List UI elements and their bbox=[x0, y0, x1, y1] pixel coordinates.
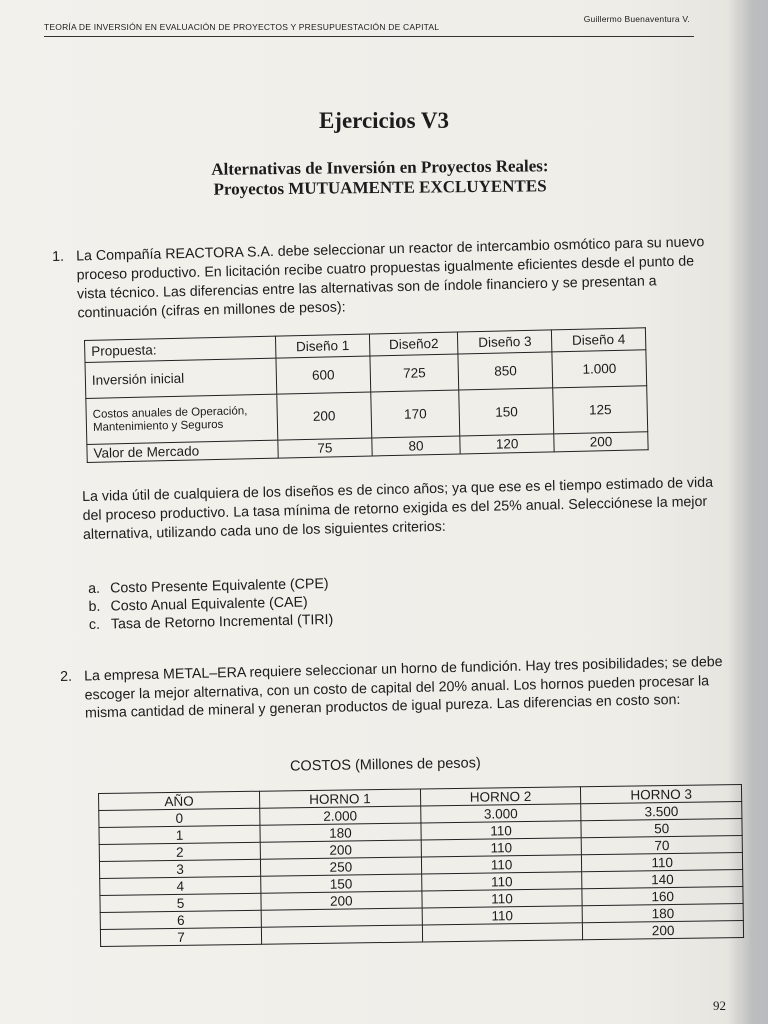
table-cell: 50 bbox=[581, 819, 742, 838]
header-author: Guillermo Buenaventura V. bbox=[583, 14, 690, 24]
table-cell: 140 bbox=[582, 870, 743, 889]
table-cell: 75 bbox=[278, 438, 372, 458]
subtitle-line-1: Alternativas de Inversión en Proyectos Reales: bbox=[211, 156, 549, 179]
table-cell: 3 bbox=[99, 859, 260, 878]
table-cell: 110 bbox=[422, 906, 583, 925]
table-cell: 80 bbox=[372, 436, 461, 456]
table-cell: 160 bbox=[582, 887, 743, 906]
proposals-table bbox=[84, 327, 649, 463]
table-cell: 110 bbox=[421, 855, 582, 874]
table-cell: 2.000 bbox=[260, 806, 421, 825]
criterion-text: Tasa de Retorno Incremental (TIRI) bbox=[110, 611, 334, 633]
table-cell: 110 bbox=[421, 821, 582, 840]
criteria-list bbox=[88, 571, 509, 634]
table-cell: 200 bbox=[277, 392, 372, 440]
criterion-letter: a. bbox=[88, 580, 101, 597]
header-cell: Diseño 4 bbox=[552, 328, 646, 352]
table-cell: 110 bbox=[421, 872, 582, 891]
exercise-2-number: 2. bbox=[60, 668, 73, 685]
row-label: Costos anuales de Operación, Mantenimiento y Seguros bbox=[86, 394, 278, 444]
exercise-1 bbox=[52, 233, 724, 324]
header-cell: Diseño2 bbox=[369, 332, 458, 356]
header-cell: HORNO 2 bbox=[420, 787, 581, 806]
exercise-1-number: 1. bbox=[52, 248, 65, 265]
table-cell: 5 bbox=[100, 893, 261, 912]
table-cell: 125 bbox=[553, 386, 648, 434]
table-cell: 200 bbox=[261, 891, 422, 910]
header-cell: Propuesta: bbox=[85, 336, 276, 362]
table-cell: 7 bbox=[100, 927, 261, 946]
table-cell: 150 bbox=[261, 874, 422, 893]
table-cell: 3.000 bbox=[420, 804, 581, 823]
subtitle-line-2: Proyectos MUTUAMENTE EXCLUYENTES bbox=[213, 176, 547, 199]
criterion-text: Costo Presente Equivalente (CPE) bbox=[110, 575, 329, 597]
table-cell: 1.000 bbox=[552, 350, 647, 388]
row-label: Inversión inicial bbox=[85, 358, 277, 398]
table-cell: 6 bbox=[100, 910, 261, 929]
table-cell: 4 bbox=[100, 876, 261, 895]
page-title: Ejercicios V3 bbox=[318, 108, 450, 133]
table-cell: 200 bbox=[583, 921, 744, 940]
header-cell: Diseño 3 bbox=[458, 330, 552, 354]
table-cell: 120 bbox=[460, 434, 554, 454]
table-cell: 180 bbox=[582, 904, 743, 923]
exercise-1-conditions: La vida útil de cualquiera de los diseños es de cinco años; ya que ese es el tiempo estimado de vida del proceso productivo. La tasa mínima de retorno exigida es del 25% anual. Selecciónese la mejor alternativa, utilizando cada uno de los siguientes criterios: bbox=[82, 474, 714, 543]
table-cell: 250 bbox=[260, 857, 421, 876]
header-cell: HORNO 1 bbox=[259, 789, 420, 808]
table-cell: 70 bbox=[581, 836, 742, 855]
page-number: 92 bbox=[713, 998, 726, 1013]
running-header bbox=[44, 14, 694, 37]
header-title: TEORÍA DE INVERSIÓN EN EVALUACIÓN DE PROYECTOS Y PRESUPUESTACIÓN DE CAPITAL bbox=[44, 22, 440, 32]
costs-table-title: COSTOS (Millones de pesos) bbox=[289, 755, 481, 775]
row-label: Valor de Mercado bbox=[87, 440, 278, 462]
criterion-letter: c. bbox=[88, 616, 101, 633]
table-cell: 200 bbox=[554, 432, 648, 452]
header-cell: Diseño 1 bbox=[275, 334, 369, 358]
criterion-letter: b. bbox=[88, 598, 101, 615]
table-cell: 110 bbox=[421, 838, 582, 857]
table-cell: 3.500 bbox=[581, 802, 742, 821]
criterion-text: Costo Anual Equivalente (CAE) bbox=[110, 594, 308, 615]
table-cell: 110 bbox=[582, 853, 743, 872]
table-cell: 150 bbox=[459, 388, 554, 436]
table-cell: 600 bbox=[276, 356, 371, 394]
table-cell: 2 bbox=[99, 842, 260, 861]
exercise-1-statement: La Compañía REACTORA S.A. debe seleccionar un reactor de intercambio osmótico para su nuevo proceso productivo. En licitación recibe cuatro propuestas igualmente eficientes desde el punto de vista técnico. Las diferencias entre las alternativas son de índole financiero y se presentan a continuación (cifras en millones de pesos): bbox=[76, 234, 705, 322]
table-cell bbox=[261, 925, 422, 944]
header-cell: AÑO bbox=[99, 791, 260, 810]
table-cell: 200 bbox=[260, 840, 421, 859]
furnace-costs-table bbox=[98, 784, 744, 947]
table-cell: 180 bbox=[260, 823, 421, 842]
exercise-2-statement: La empresa METAL–ERA requiere seleccionar un horno de fundición. Hay tres posibilidades; se debe escoger la mejor alternativa, con un costo de capital del 20% anual. Los hornos pueden procesar la misma cantidad de mineral y generan productos de igual pureza. Las diferencias en costo son: bbox=[84, 653, 723, 722]
table-cell: 725 bbox=[370, 354, 459, 392]
table-cell: 1 bbox=[99, 825, 260, 844]
header-cell: HORNO 3 bbox=[581, 785, 742, 804]
table-cell: 110 bbox=[422, 889, 583, 908]
table-cell: 0 bbox=[99, 808, 260, 827]
table-cell bbox=[422, 923, 583, 942]
page-subtitle bbox=[150, 156, 610, 201]
table-cell: 170 bbox=[371, 390, 461, 438]
table-cell: 850 bbox=[458, 352, 553, 390]
